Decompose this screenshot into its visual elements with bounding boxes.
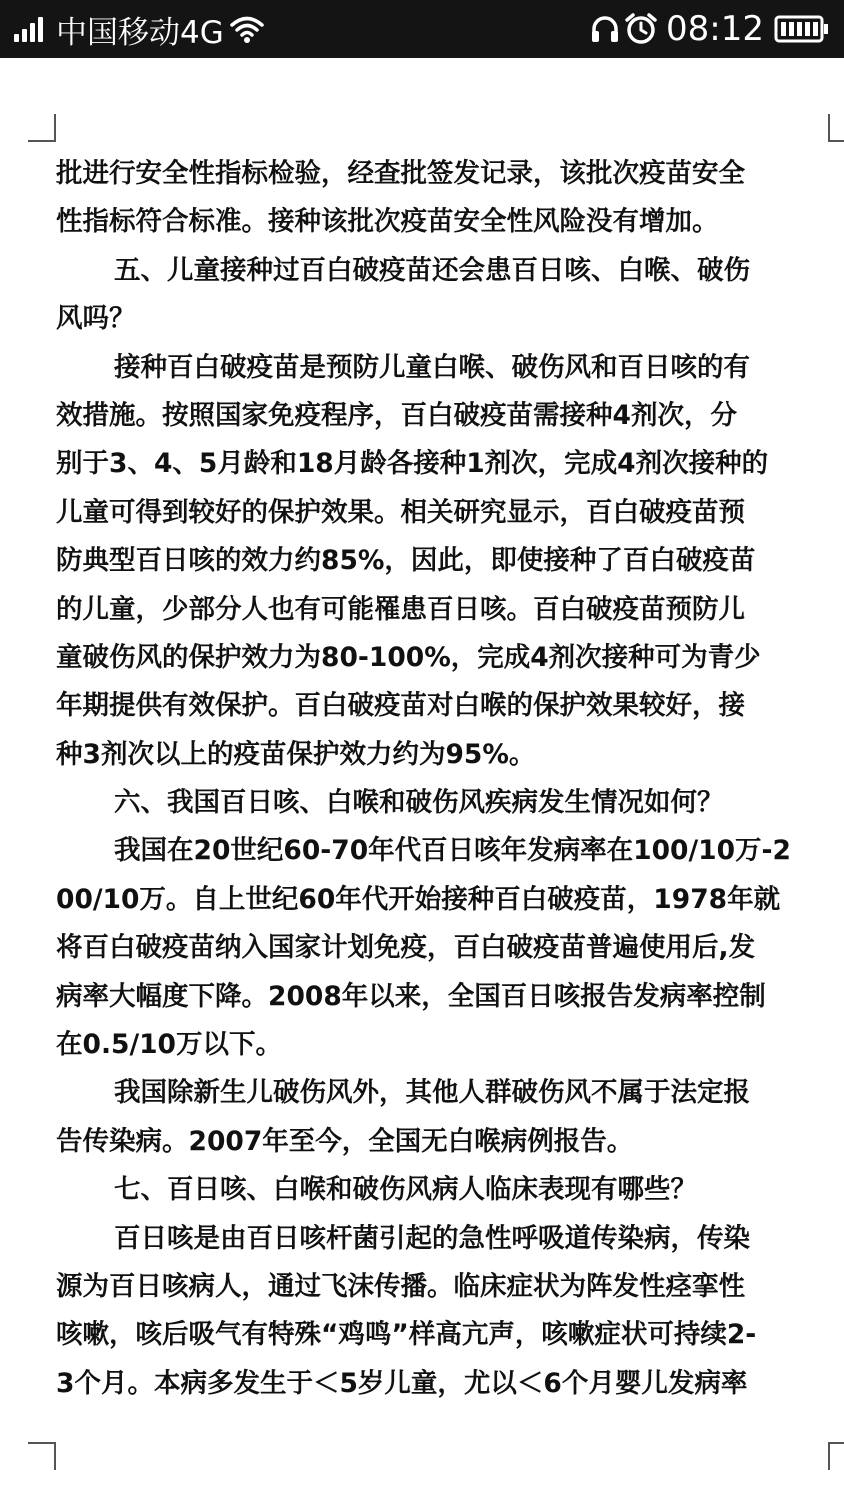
text-line: 批进行安全性指标检验，经查批签发记录，该批次疫苗安全	[56, 158, 745, 189]
text-line: 源为百日咳病人，通过飞沫传播。临床症状为阵发性痉挛性	[56, 1270, 745, 1302]
status-bar	[0, 0, 844, 58]
text-line: 3个月。本病多发生于＜5岁儿童，尤以＜6个月婴儿发病率	[56, 1367, 748, 1399]
text-line: 的儿童，少部分人也有可能罹患百日咳。百白破疫苗预防儿	[56, 593, 745, 625]
status-right	[590, 0, 830, 58]
text-line: 00/10万。自上世纪60年代开始接种百白破疫苗，1978年就	[56, 883, 781, 915]
alarm-icon	[624, 12, 658, 46]
text-line: 儿童可得到较好的保护效果。相关研究显示，百白破疫苗预	[56, 496, 745, 528]
status-left	[14, 0, 264, 58]
text-line: 病率大幅度下降。2008年以来，全国百日咳报告发病率控制	[56, 980, 766, 1012]
text-line: 告传染病。2007年至今，全国无白喉病例报告。	[56, 1125, 634, 1157]
carrier-label: 中国移动4G	[56, 14, 224, 51]
text-line: 性指标符合标准。接种该批次疫苗安全性风险没有增加。	[56, 206, 719, 238]
text-line: 年期提供有效保护。百白破疫苗对白喉的保护效果较好，接	[56, 690, 745, 722]
text-line: 效措施。按照国家免疫程序，百白破疫苗需接种4剂次，分	[56, 399, 737, 431]
document-body	[56, 150, 828, 1408]
text-line: 我国在20世纪60-70年代百日咳年发病率在100/10万-2	[114, 835, 791, 867]
text-line: 种3剂次以上的疫苗保护效力约为95%。	[56, 738, 536, 770]
page-corner-mark-top-right	[828, 114, 844, 142]
clock-time: 08:12	[666, 9, 764, 49]
page-corner-mark-bottom-right	[828, 1442, 844, 1470]
headphone-icon	[590, 14, 620, 44]
text-line: 咳嗽，咳后吸气有特殊“鸡鸣”样高亢声，咳嗽症状可持续2-	[56, 1319, 757, 1351]
text-line: 六、我国百日咳、白喉和破伤风疾病发生情况如何？	[114, 787, 724, 819]
text-line: 五、儿童接种过百白破疫苗还会患百日咳、白喉、破伤	[114, 254, 750, 286]
battery-icon	[774, 14, 830, 44]
text-line: 将百白破疫苗纳入国家计划免疫，百白破疫苗普遍使用后,发	[56, 932, 756, 964]
text-line: 百日咳是由百日咳杆菌引起的急性呼吸道传染病，传染	[114, 1222, 750, 1254]
page-corner-mark-top-left	[28, 114, 56, 142]
signal-icon	[14, 16, 46, 42]
text-line: 童破伤风的保护效力为80-100%，完成4剂次接种可为青少	[56, 641, 761, 673]
text-line: 我国除新生儿破伤风外，其他人群破伤风不属于法定报	[114, 1077, 750, 1109]
document-page[interactable]	[0, 58, 844, 1500]
text-line: 别于3、4、5月龄和18月龄各接种1剂次，完成4剂次接种的	[56, 448, 769, 480]
text-line: 接种百白破疫苗是预防儿童白喉、破伤风和百日咳的有	[114, 351, 750, 383]
text-line: 七、百日咳、白喉和破伤风病人临床表现有哪些？	[114, 1174, 697, 1206]
text-line: 在0.5/10万以下。	[56, 1029, 283, 1061]
page-corner-mark-bottom-left	[28, 1442, 56, 1470]
wifi-icon	[230, 14, 264, 44]
text-line: 风吗？	[56, 303, 136, 335]
text-line: 防典型百日咳的效力约85%，因此，即使接种了百白破疫苗	[56, 545, 756, 577]
